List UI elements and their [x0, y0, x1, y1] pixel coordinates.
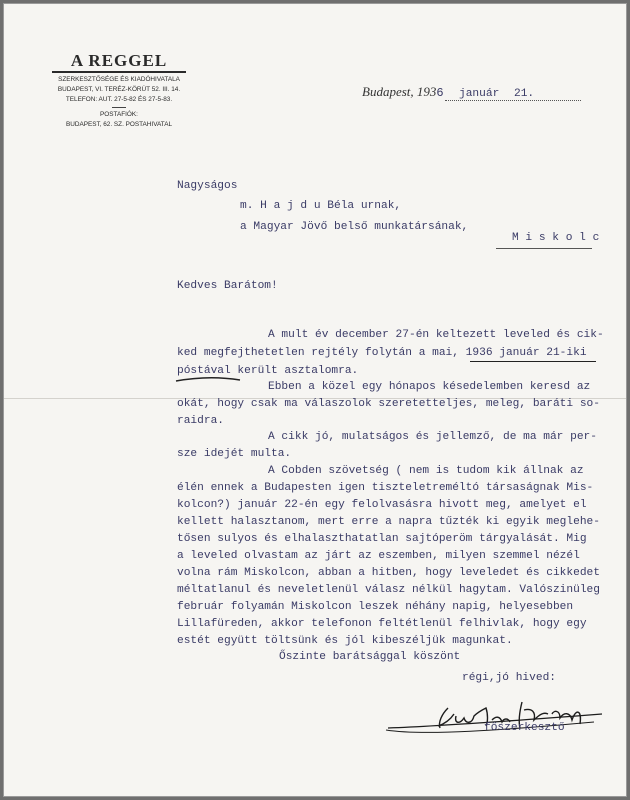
body-line: póstával került asztalomra. — [177, 365, 359, 377]
body-line: élén ennek a Budapesten igen tiszteletreméltó társaságnak Mis- — [177, 482, 594, 494]
body-line: kellett halasztanom, mert erre a napra tűzték ki egyik meglehe- — [177, 516, 600, 528]
date-month: január — [459, 88, 500, 100]
date-line — [362, 85, 444, 100]
address-name: m. H a j d u Béla urnak, — [240, 200, 402, 212]
date-city: Budapest, 193 — [362, 84, 437, 99]
pen-underline — [470, 361, 596, 362]
date-year-digit: 6 — [436, 86, 444, 100]
pen-underline-stroke — [174, 374, 244, 386]
body-line: február folyamán Miskolcon leszek néhány napig, helyesebben — [177, 601, 574, 613]
address-city: M i s k o l c — [512, 232, 600, 244]
body-line: A Cobden szövetség ( nem is tudom kik állnak az — [268, 465, 584, 477]
greeting: Kedves Barátom! — [177, 280, 278, 292]
letter-sheet — [3, 3, 627, 797]
city-underline — [496, 248, 592, 249]
body-line: tősen sulyos és elhalaszthatatlan sajtóperöm tárgyalását. Mig — [177, 533, 587, 545]
body-line: méltatlanul és neveletlenül válasz nélkül hagytam. Valószinüleg — [177, 584, 600, 596]
body-line: Ebben a közel egy hónapos késedelemben keresd az — [268, 381, 591, 393]
letterhead — [44, 52, 194, 130]
address-title: Nagyságos — [177, 180, 238, 192]
date-day: 21. — [514, 88, 535, 100]
body-line: a leveled olvastam az járt az eszemben, milyen szemmel nézél — [177, 550, 580, 562]
letterhead-line: SZERKESZTŐSÉGE ÉS KIADÓHIVATALA — [58, 76, 180, 83]
body-line: ked megfejthetetlen rejtély folytán a mai, 1936 január 21-iki — [177, 347, 587, 359]
letterhead-rule — [52, 71, 186, 73]
body-line: Lillafüreden, akkor telefonon feltétlenül felhivlak, hogy egy — [177, 618, 587, 630]
letterhead-divider — [112, 107, 126, 108]
signatory-title: főszerkesztő — [484, 722, 565, 734]
body-line: kolcon?) január 22-én egy felolvasásra hivott meg, amelyet el — [177, 499, 587, 511]
body-line: raidra. — [177, 415, 224, 427]
letterhead-line: BUDAPEST, VI. TERÉZ-KÖRÚT 52. III. 14. — [57, 86, 181, 93]
letterhead-brand: A REGGEL — [70, 51, 168, 70]
handwritten-signature — [384, 684, 614, 744]
body-line: estét együtt töltsünk és jól kibeszéljük magunkat. — [177, 635, 513, 647]
body-line: Őszinte barátsággal köszönt — [279, 651, 461, 663]
body-line: volna rám Miskolcon, abban a hitben, hogy leveledet és cikkedet — [177, 567, 600, 579]
letterhead-line: POSTAFIÓK: — [100, 111, 138, 118]
body-line: A cikk jó, mulatságos és jellemző, de ma már per- — [268, 431, 597, 443]
letterhead-line: BUDAPEST, 62. SZ. POSTAHIVATAL — [65, 121, 173, 128]
body-line: sze idejét multa. — [177, 448, 292, 460]
body-line: okát, hogy csak ma válaszolok szeretetteljes, meleg, baráti so- — [177, 398, 600, 410]
address-role: a Magyar Jövő belső munkatársának, — [240, 221, 469, 233]
closing: régi,jó hived: — [462, 672, 556, 684]
body-line: A mult év december 27-én keltezett leveled és cik- — [268, 329, 604, 341]
letterhead-line: TELEFON: AUT. 27-5-82 ÉS 27-5-83. — [65, 96, 173, 103]
